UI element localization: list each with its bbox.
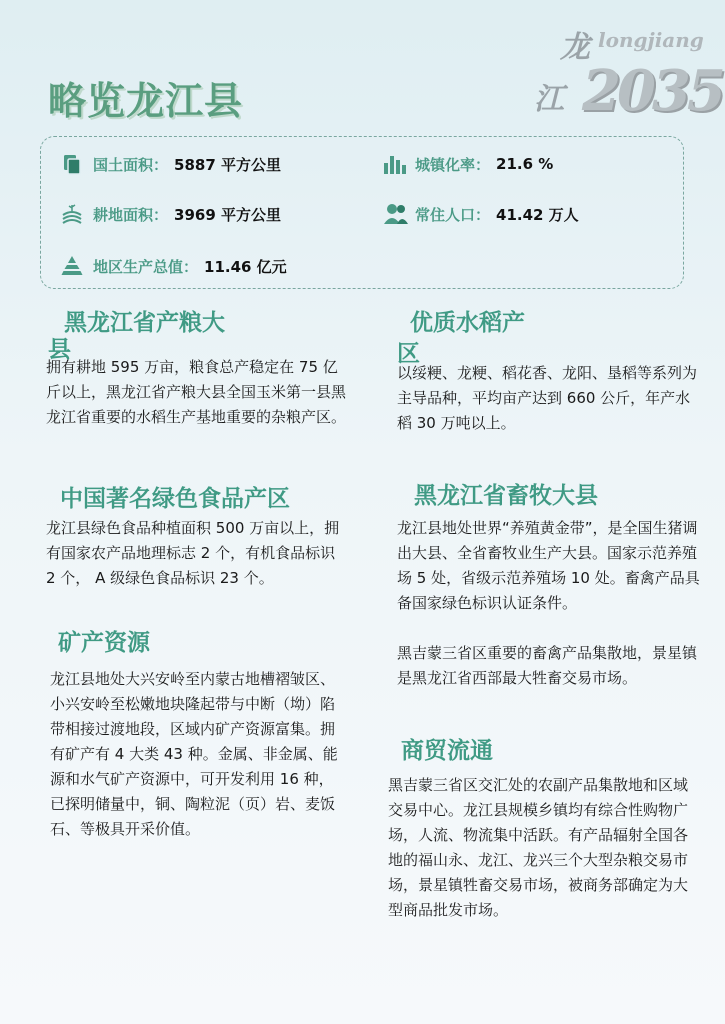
stat-value: 11.46 亿元 <box>204 257 287 276</box>
stat-value: 3969 平方公里 <box>174 205 281 224</box>
stat-label: 地区生产总值： <box>93 257 199 276</box>
stat-value: 21.6 % <box>496 155 554 173</box>
stat-farmland <box>61 203 281 225</box>
section-title-rice-cont: 区 <box>397 341 420 367</box>
section-body-green-food: 龙江县绿色食品种植面积 500 万亩以上，拥有国家农产品地理标志 2 个，有机食品标识 2 个， A 级绿色食品标识 23 个。 <box>46 519 340 587</box>
section-body-grain: 拥有耕地 595 万亩，粮食总产稳定在 75 亿斤以上，黑龙江省产粮大县全国玉米第一县黑龙江省重要的水稻生产基地重要的杂粮产区。 <box>46 358 347 426</box>
logo-char-bottom: 江 <box>534 82 564 117</box>
stat-value: 5887 平方公里 <box>174 155 281 174</box>
stat-gdp <box>61 255 287 277</box>
stat-label: 城镇化率： <box>415 155 491 174</box>
stat-land-area <box>61 153 281 175</box>
section-body-rice: 以绥粳、龙粳、稻花香、龙阳、垦稻等系列为主导品种，平均亩产达到 660 公斤，年产水稻 30 万吨以上。 <box>397 364 698 432</box>
stat-label: 常住人口： <box>415 205 491 224</box>
stats-panel <box>40 136 684 289</box>
pyramid-icon <box>61 255 83 277</box>
section-title-green-food: 中国著名绿色食品产区 <box>60 486 290 512</box>
page-title: 略览龙江县 <box>48 79 244 123</box>
logo-char-top: 龙 <box>560 30 590 65</box>
section-body-livestock-market: 黑吉蒙三省区重要的畜禽产品集散地，景星镇是黑龙江省西部最大牲畜交易市场。 <box>397 644 698 687</box>
bar-chart-icon <box>383 153 405 175</box>
stat-population <box>383 203 579 225</box>
section-title-rice: 优质水稻产 <box>410 310 525 336</box>
logo-year: 2035 <box>582 58 722 124</box>
logo-english: longjiang <box>598 28 704 52</box>
people-icon <box>383 203 405 225</box>
stat-label: 国土面积： <box>93 155 169 174</box>
section-title-mineral: 矿产资源 <box>58 630 150 656</box>
section-title-grain-cont: 县 <box>48 337 71 363</box>
section-body-livestock: 龙江县地处世界“养殖黄金带”，是全国生猪调出大县、全省畜牧业生产大县。国家示范养殖场 5 处，省级示范养殖场 10 处。畜禽产品具备国家绿色标识认证条件。 <box>397 519 700 612</box>
stat-value: 41.42 万人 <box>496 205 579 224</box>
farmland-icon <box>61 203 83 225</box>
longjiang-2035-logo <box>534 18 722 128</box>
section-title-trade: 商贸流通 <box>401 738 493 764</box>
section-title-grain: 黑龙江省产粮大 <box>64 310 225 336</box>
stat-urbanization <box>383 153 553 175</box>
section-body-trade: 黑吉蒙三省区交汇处的农副产品集散地和区域交易中心。龙江县规模乡镇均有综合性购物广场，人流、物流集中活跃。有产品辐射全国各地的福山永、龙江、龙兴三个大型杂粮交易市场，景星镇牲畜交易市场，被商务部确定为大型商品批发市场。 <box>388 776 689 919</box>
document-icon <box>61 153 83 175</box>
section-body-mineral: 龙江县地处大兴安岭至内蒙古地槽褶皱区、小兴安岭至松嫩地块隆起带与中断（坳）陷带相接过渡地段，区域内矿产资源富集。拥有矿产有 4 大类 43 种。金属、非金属、能源和水气矿产资源中，可开发利用 16 种，已探明储量中，铜、陶粒泥（页）岩、麦饭石、等极具开采价值。 <box>50 670 338 838</box>
section-title-livestock: 黑龙江省畜牧大县 <box>414 483 598 509</box>
stat-label: 耕地面积： <box>93 205 169 224</box>
